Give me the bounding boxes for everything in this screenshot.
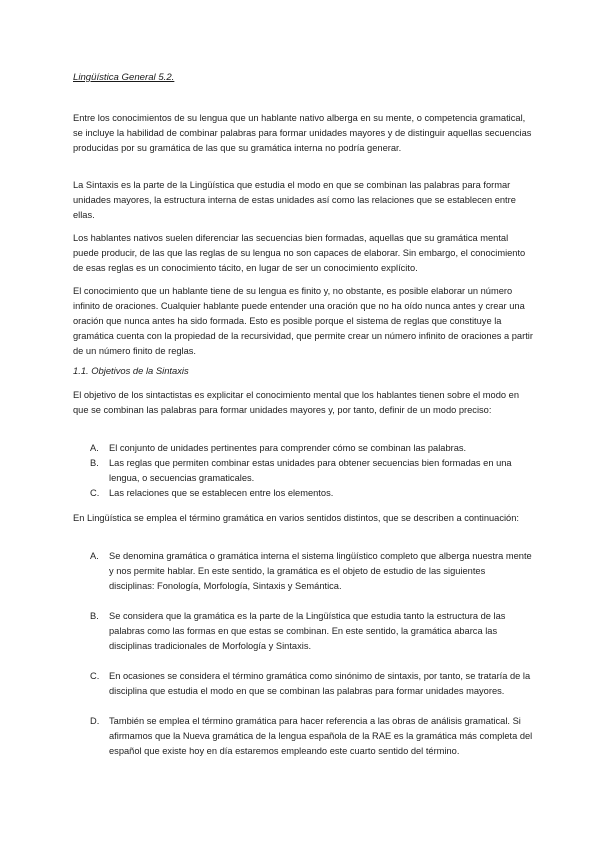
list-item [73, 669, 533, 699]
list-item-text: También se emplea el término gramática para hacer referencia a las obras de análisis gramatical. Si afirmamos que la Nueva gramática de la lengua española de la RAE es la gramática más completa del español que existe hoy en día estaremos empleando este cuarto sentido del término. [109, 716, 533, 756]
section-heading: 1.1. Objetivos de la Sintaxis [73, 365, 189, 376]
list-item-letter: A. [90, 443, 99, 453]
list-item-text: En ocasiones se considera el término gramática como sinónimo de sintaxis, por tanto, se trataría de la disciplina que estudia el modo en que se combinan las palabras para formar unidades mayores. [109, 671, 531, 696]
paragraph-syntax-definition: La Sintaxis es la parte de la Lingüística que estudia el modo en que se combinan las palabras para formar unidades mayores, la estructura interna de estas unidades así como las relaciones que se establecen entre ellas. [73, 180, 516, 220]
paragraph-objectives-intro: El objetivo de los sintactistas es explicitar el conocimiento mental que los hablantes tienen sobre el modo en que se combinan las palabras para formar unidades mayores y, por tanto, definir de un modo preciso: [73, 390, 519, 415]
list-item-letter: C. [90, 671, 100, 681]
list-item [73, 441, 533, 456]
list-item-letter: B. [90, 458, 99, 468]
paragraph-competence: Entre los conocimientos de su lengua que un hablante nativo alberga en su mente, o competencia gramatical, se incluye la habilidad de combinar palabras para formar unidades mayores y de distinguir aquellas secuencias producidas por su gramática de las que su gramática interna no podría generar. [73, 113, 532, 153]
list-item [73, 609, 533, 654]
list-item-letter: A. [90, 551, 99, 561]
list-item [73, 714, 533, 759]
list-item-letter: D. [90, 716, 100, 726]
paragraph-recursivity: El conocimiento que un hablante tiene de su lengua es finito y, no obstante, es posible elaborar un número infinito de oraciones. Cualquier hablante puede entender una oración que no ha oído nunca antes y crear una oración que nunca antes ha sido formada. Esto es posible porque el sistema de reglas que constituye la gramática cuenta con la propiedad de la recursividad, que permite crear un número infinito de oraciones a partir de un número finito de reglas. [73, 286, 533, 356]
list-item-text: El conjunto de unidades pertinentes para comprender cómo se combinan las palabras. [109, 443, 467, 453]
list-item-text: Se denomina gramática o gramática interna el sistema lingüístico completo que alberga nuestra mente y nos permite hablar. En este sentido, la gramática es el objeto de estudio de las siguientes disciplinas: Fonología, Morfología, Sintaxis y Semántica. [109, 551, 532, 591]
list-item [73, 456, 533, 486]
paragraph-well-formed: Los hablantes nativos suelen diferenciar las secuencias bien formadas, aquellas que su gramática mental puede producir, de las que las reglas de su lengua no son capaces de elaborar. Sin embargo, el conocimiento de esas reglas es un conocimiento tácito, en lugar de ser un conocimiento explícito. [73, 233, 526, 273]
paragraph-senses-intro: En Lingüística se emplea el término gramática en varios sentidos distintos, que se describen a continuación: [73, 513, 519, 523]
document-title: Lingüística General 5.2. [73, 72, 175, 83]
list-item-letter: B. [90, 611, 99, 621]
list-item-text: Las reglas que permiten combinar estas unidades para obtener secuencias bien formadas en una lengua, o secuencias gramaticales. [109, 458, 512, 483]
list-item-letter: C. [90, 488, 100, 498]
senses-list [73, 549, 533, 774]
list-item [73, 549, 533, 594]
objectives-list [73, 441, 533, 501]
list-item [73, 486, 533, 501]
list-item-text: Se considera que la gramática es la parte de la Lingüística que estudia tanto la estructura de las palabras como las formas en que estas se combinan. En este sentido, la gramática abarca las disciplinas tradicionales de Morfología y Sintaxis. [109, 611, 506, 651]
list-item-text: Las relaciones que se establecen entre los elementos. [109, 488, 334, 498]
